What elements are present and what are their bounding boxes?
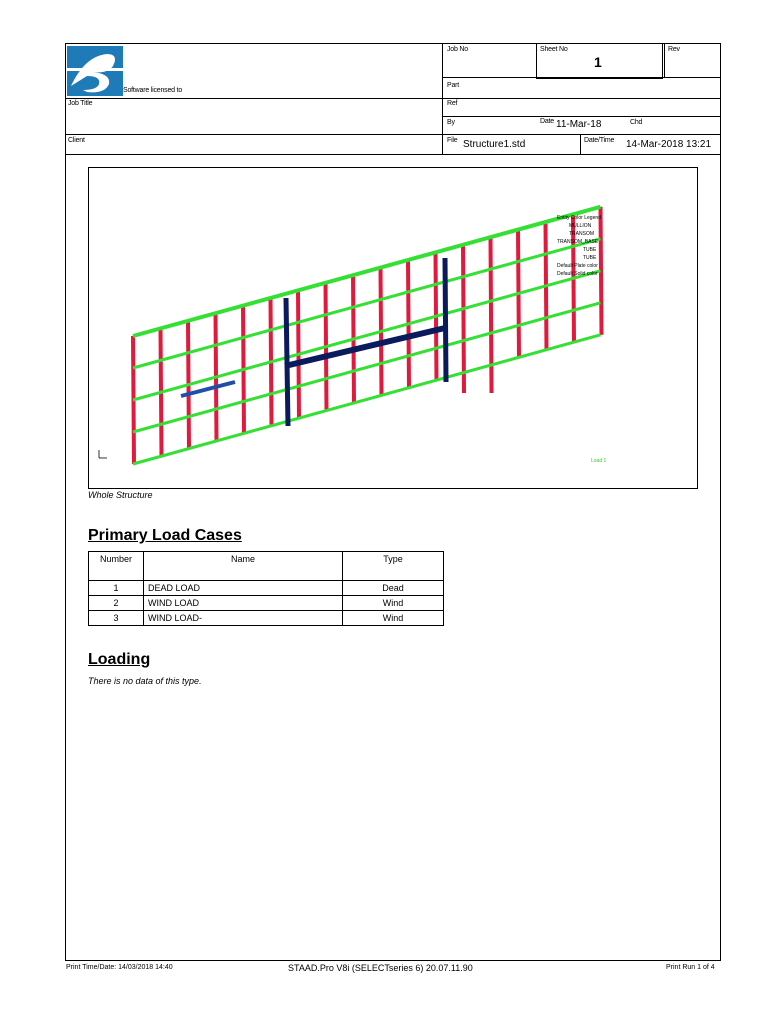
rev-label: Rev [668,46,680,53]
ref-label: Ref [447,100,458,107]
legend-item: TRANSOM_BASE [557,239,599,245]
legend-item: TUBE [583,247,597,253]
header-divider-bottom [65,154,721,155]
licensed-to-label: Software licensed to [123,87,183,94]
legend-item: TRANSOM [569,231,594,237]
footer-print-time: Print Time/Date: 14/03/2018 14:40 [66,964,173,971]
load-cases-table [88,551,444,626]
table-row [89,596,444,611]
cell-type: Wind [343,611,444,626]
figure-caption: Whole Structure [88,490,153,500]
date-label: Date [540,118,554,125]
file-value: Structure1.std [463,139,526,150]
legend-item: TUBE [583,255,597,261]
beam-member [133,303,601,432]
loading-note: There is no data of this type. [88,676,202,686]
part-label: Part [447,82,460,89]
primary-load-cases-title: Primary Load Cases [88,527,242,544]
column-member [463,245,464,393]
cell-number: 2 [89,596,144,611]
legend-item: MULLION [569,223,592,229]
legend-item: Entity Color Legend [557,215,601,221]
cell-name: WIND LOAD- [144,611,343,626]
col-header-number: Number [89,552,144,581]
cell-name: DEAD LOAD [144,581,343,596]
file-label: File [447,137,458,144]
structure-figure [88,167,698,489]
datetime-label: Date/Time [584,137,615,144]
cell-type: Dead [343,581,444,596]
beam-member [133,271,601,400]
triad-icon [99,450,107,458]
datetime-value: 14-Mar-2018 13:21 [626,139,712,150]
client-label: Client [68,137,85,144]
cell-name: WIND LOAD [144,596,343,611]
loading-title: Loading [88,651,151,668]
header-divider-client [65,134,721,135]
bentley-logo-icon [67,46,123,96]
job-title-label: Job Title [68,100,93,107]
legend-item: Default Solid color [557,271,598,277]
beam-member [133,207,601,336]
header-divider-jobtitle [65,98,721,99]
by-label: By [447,119,455,126]
table-row [89,611,444,626]
load-label: Load 1 [591,458,607,464]
sheet-no-value: 1 [594,54,602,70]
table-row [89,581,444,596]
column-member [491,237,492,393]
table-header-row [89,552,444,581]
col-header-name: Name [144,552,343,581]
beam-member [133,335,601,464]
job-no-label: Job No [447,46,468,53]
col-header-type: Type [343,552,444,581]
footer-software: STAAD.Pro V8i (SELECTseries 6) 20.07.11.90 [288,963,473,973]
date-value: 11-Mar-18 [556,119,602,130]
header-divider-by [442,116,721,117]
header-divider-rev [664,43,665,77]
sheet-no-label: Sheet No [540,46,568,53]
header-divider-datetime [580,134,581,154]
footer-print-run: Print Run 1 of 4 [666,964,715,971]
legend-item: Default Plate color [557,263,598,269]
cell-number: 3 [89,611,144,626]
cell-type: Wind [343,596,444,611]
cell-number: 1 [89,581,144,596]
color-legend [557,214,601,278]
structure-model [89,168,697,488]
chd-label: Chd [630,119,643,126]
beams [133,207,601,464]
